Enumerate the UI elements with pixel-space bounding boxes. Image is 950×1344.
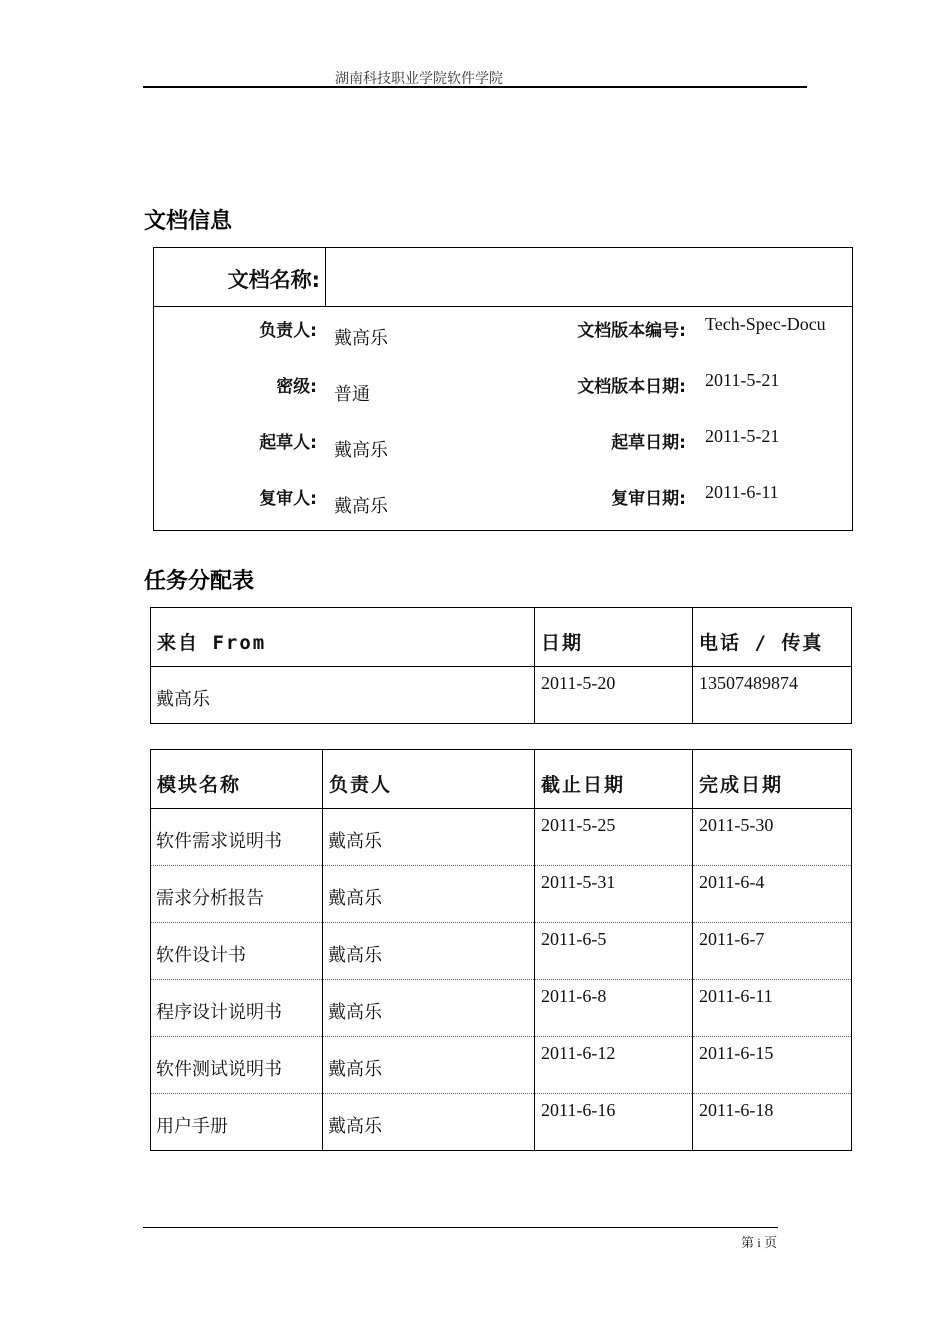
table-row bbox=[151, 923, 852, 980]
owner-value: 戴高乐 bbox=[334, 328, 388, 349]
doc-info-box bbox=[153, 247, 853, 531]
table-row bbox=[151, 1094, 852, 1151]
module-deadline-cell: 2011-5-31 bbox=[535, 866, 693, 923]
secrecy-value: 普通 bbox=[334, 384, 370, 405]
version-label: 文档版本编号: bbox=[577, 321, 686, 341]
page-number: 第 i 页 bbox=[741, 1235, 778, 1250]
module-name-cell: 程序设计说明书 bbox=[151, 980, 323, 1037]
module-owner-cell: 戴高乐 bbox=[323, 809, 535, 866]
task-table-header bbox=[151, 608, 852, 667]
header-owner: 负责人 bbox=[323, 750, 535, 809]
module-completed-cell: 2011-6-4 bbox=[693, 866, 852, 923]
module-owner-cell: 戴高乐 bbox=[323, 923, 535, 980]
module-deadline-cell: 2011-6-8 bbox=[535, 980, 693, 1037]
reviewer-label: 复审人: bbox=[259, 489, 317, 509]
module-name-cell: 需求分析报告 bbox=[151, 866, 323, 923]
drafter-value: 戴高乐 bbox=[334, 440, 388, 461]
module-name-cell: 软件测试说明书 bbox=[151, 1037, 323, 1094]
task-from-cell: 戴高乐 bbox=[151, 667, 535, 724]
draft-date-label: 起草日期: bbox=[611, 433, 686, 453]
module-name-cell: 软件需求说明书 bbox=[151, 809, 323, 866]
version-date-label: 文档版本日期: bbox=[577, 377, 686, 397]
page-header-school: 湖南科技职业学院软件学院 bbox=[335, 71, 503, 87]
module-owner-cell: 戴高乐 bbox=[323, 1037, 535, 1094]
module-deadline-cell: 2011-6-5 bbox=[535, 923, 693, 980]
task-table bbox=[150, 607, 852, 724]
header-date: 日期 bbox=[535, 608, 693, 667]
version-date-value: 2011-5-21 bbox=[705, 370, 780, 390]
table-row bbox=[151, 980, 852, 1037]
task-phone-cell: 13507489874 bbox=[693, 667, 852, 724]
header-completed: 完成日期 bbox=[693, 750, 852, 809]
footer-rule bbox=[143, 1227, 778, 1228]
module-completed-cell: 2011-5-30 bbox=[693, 809, 852, 866]
module-deadline-cell: 2011-6-16 bbox=[535, 1094, 693, 1151]
table-row bbox=[151, 667, 852, 724]
header-from: 来自 From bbox=[151, 608, 535, 667]
secrecy-label: 密级: bbox=[276, 377, 317, 397]
review-date-value: 2011-6-11 bbox=[705, 482, 779, 502]
module-owner-cell: 戴高乐 bbox=[323, 1094, 535, 1151]
table-row bbox=[151, 1037, 852, 1094]
task-table-title: 任务分配表 bbox=[144, 569, 255, 594]
module-deadline-cell: 2011-5-25 bbox=[535, 809, 693, 866]
drafter-label: 起草人: bbox=[259, 433, 317, 453]
module-completed-cell: 2011-6-15 bbox=[693, 1037, 852, 1094]
header-rule bbox=[143, 86, 807, 88]
table-row bbox=[151, 809, 852, 866]
module-owner-cell: 戴高乐 bbox=[323, 866, 535, 923]
header-phone: 电话 / 传真 bbox=[693, 608, 852, 667]
task-date-cell: 2011-5-20 bbox=[535, 667, 693, 724]
doc-name-row bbox=[154, 248, 852, 307]
module-owner-cell: 戴高乐 bbox=[323, 980, 535, 1037]
reviewer-value: 戴高乐 bbox=[334, 496, 388, 517]
module-completed-cell: 2011-6-7 bbox=[693, 923, 852, 980]
module-name-cell: 用户手册 bbox=[151, 1094, 323, 1151]
owner-label: 负责人: bbox=[259, 321, 317, 341]
version-value: Tech-Spec-Docu bbox=[705, 314, 826, 334]
module-completed-cell: 2011-6-18 bbox=[693, 1094, 852, 1151]
module-completed-cell: 2011-6-11 bbox=[693, 980, 852, 1037]
module-table bbox=[150, 749, 852, 1151]
table-row bbox=[151, 866, 852, 923]
module-deadline-cell: 2011-6-12 bbox=[535, 1037, 693, 1094]
module-table-header bbox=[151, 750, 852, 809]
draft-date-value: 2011-5-21 bbox=[705, 426, 780, 446]
review-date-label: 复审日期: bbox=[611, 489, 686, 509]
doc-name-separator bbox=[325, 248, 326, 307]
doc-info-title: 文档信息 bbox=[144, 209, 233, 234]
doc-name-label: 文档名称: bbox=[227, 268, 320, 292]
header-deadline: 截止日期 bbox=[535, 750, 693, 809]
header-module-name: 模块名称 bbox=[151, 750, 323, 809]
module-name-cell: 软件设计书 bbox=[151, 923, 323, 980]
